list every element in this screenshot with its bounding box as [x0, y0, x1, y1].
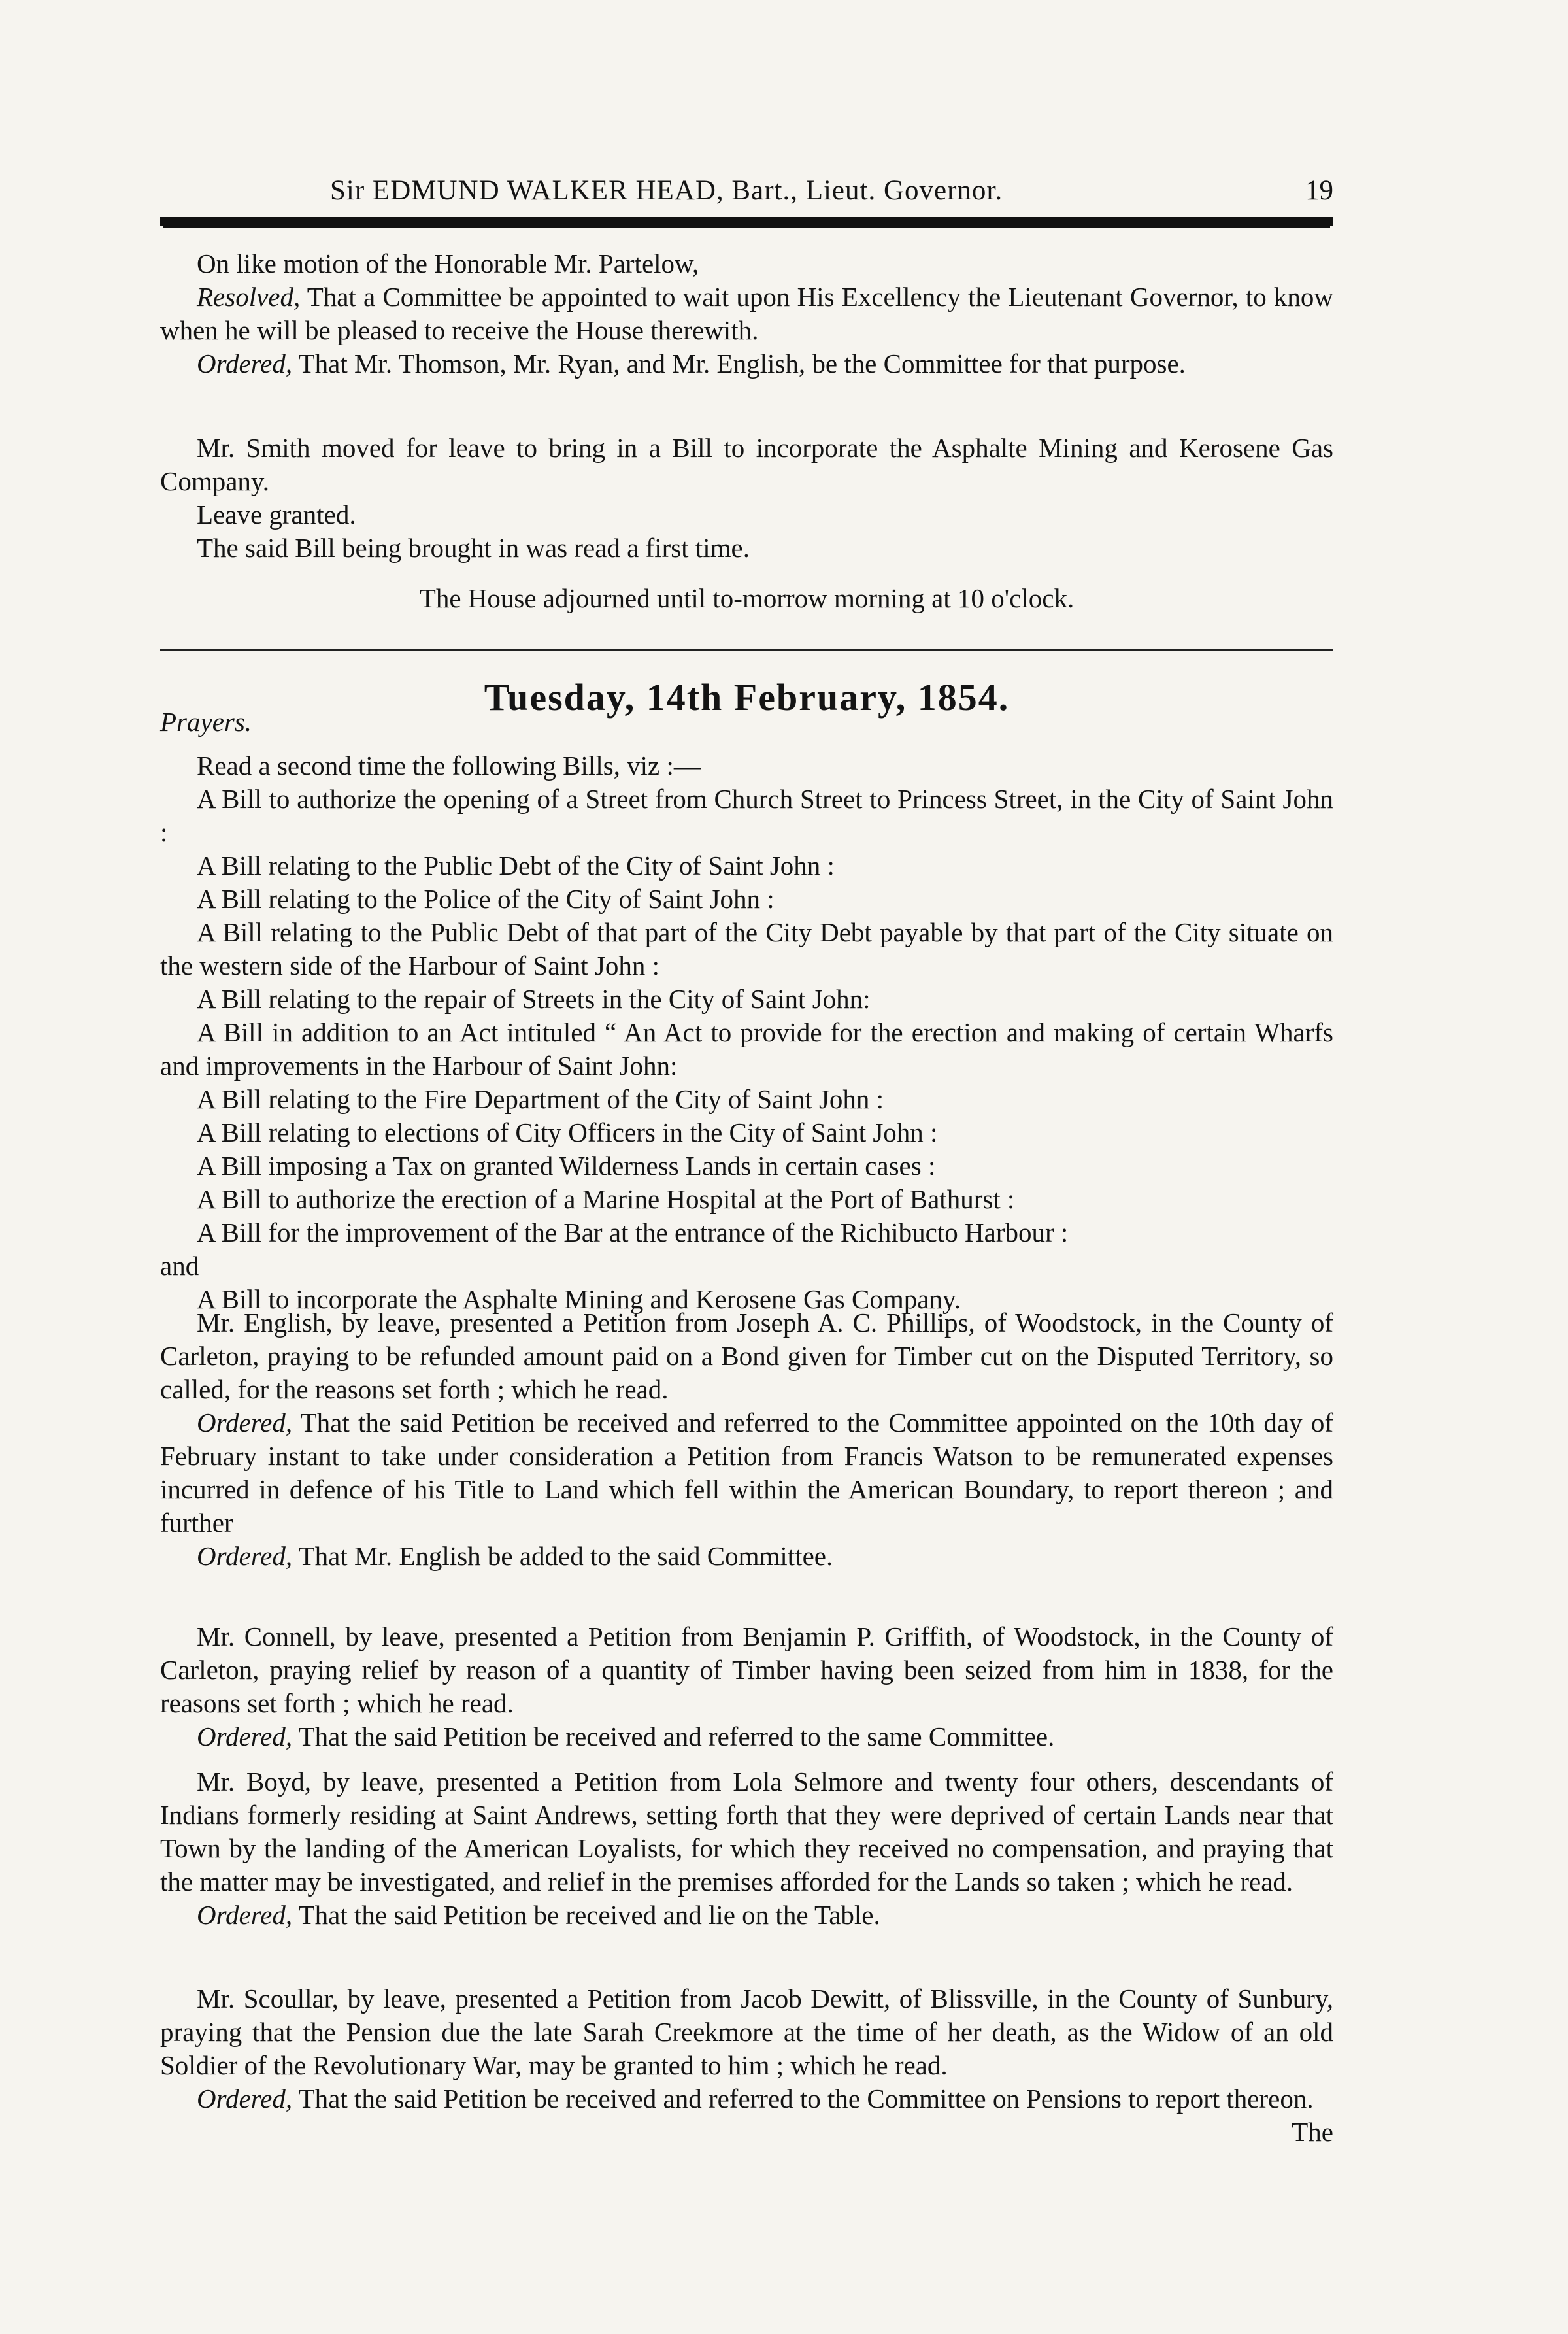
bill-item: A Bill for the improvement of the Bar at the entrance of the Richibucto Harbour : [197, 1217, 1069, 1247]
boyd-ordered [160, 1899, 1333, 1932]
scoullar-ordered [160, 2082, 1333, 2147]
resolved-text: That a Committee be appointed to wait upon His Excellency the Lieutenant Governor, to know when he will be pleased to receive the House therewith. [160, 282, 1333, 345]
second-reading-bills [160, 749, 1333, 1316]
ordered-text: That Mr. English be added to the said Committee. [292, 1541, 833, 1571]
leave-granted: Leave granted. [197, 499, 356, 530]
connell-ordered [160, 1720, 1333, 1753]
header-rule [160, 217, 1333, 226]
ordered-text: That the said Petition be received and referred to the Committee appointed on the 10th day of February instant to take under consideration a Petition from Francis Watson to be remunerated expenses incurred in defence of his Title to Land which fell within the American Boundary, to report thereon ; and further [160, 1408, 1333, 1538]
english-ordered-2 [160, 1540, 1333, 1573]
bill-item: A Bill relating to the Police of the City of Saint John : [197, 884, 775, 914]
resolved-paragraph [160, 280, 1333, 347]
asphalte-bill-section [160, 431, 1333, 565]
bill-item: A Bill relating to the repair of Streets in the City of Saint John: [197, 984, 871, 1014]
first-reading: The said Bill being brought in was read a first time. [197, 533, 750, 563]
ordered-lead: Ordered, [197, 2084, 293, 2114]
bills-and: and [160, 1251, 199, 1281]
adjournment-block [160, 582, 1333, 615]
section-divider [160, 649, 1333, 651]
ordered-lead: Ordered, [197, 1721, 293, 1751]
boyd-petition-text: Mr. Boyd, by leave, presented a Petition from Lola Selmore and twenty four others, descendants of Indians formerly residing at Saint Andrews, setting forth that they were deprived of certain Lands near that Town by the landing of the American Loyalists, for which they received no compensation, and praying that the matter may be investigated, and relief in the premises afforded for the Lands so taken ; which he read. [160, 1767, 1333, 1897]
bill-item: A Bill imposing a Tax on granted Wilderness Lands in certain cases : [197, 1151, 936, 1181]
catchword: The [1292, 2117, 1333, 2147]
bill-item: A Bill relating to the Fire Department of the City of Saint John : [197, 1084, 884, 1114]
scoullar-petition-text: Mr. Scoullar, by leave, presented a Petition from Jacob Dewitt, of Blissville, in the County of Sunbury, praying that the Pension due the late Sarah Creekmore at the time of her death, as the Widow of an old Soldier of the Revolutionary War, may be granted to him ; which he read. [160, 1984, 1333, 2080]
bill-item: A Bill to authorize the erection of a Marine Hospital at the Port of Bathurst : [197, 1184, 1015, 1214]
date-heading: Tuesday, 14th February, 1854. [484, 676, 1010, 719]
ordered-text: That the said Petition be received and referred to the same Committee. [292, 1721, 1055, 1751]
boyd-petition-section [160, 1765, 1333, 1932]
bill-item: A Bill relating to the Public Debt of that part of the City Debt payable by that part of the City situate on the western side of the Harbour of Saint John : [160, 917, 1333, 981]
prayers-label: Prayers. [160, 707, 252, 737]
adjournment-notice: The House adjourned until to-morrow morning at 10 o'clock. [419, 583, 1075, 613]
running-title: Sir EDMUND WALKER HEAD, Bart., Lieut. Governor. [330, 175, 1003, 206]
bill-item: A Bill relating to the Public Debt of the City of Saint John : [197, 851, 835, 881]
bills-intro: Read a second time the following Bills, viz :— [197, 751, 701, 781]
ordered-text: That the said Petition be received and referred to the Committee on Pensions to report thereon. [292, 2084, 1314, 2114]
ordered-text: That the said Petition be received and lie on the Table. [292, 1900, 880, 1930]
connell-petition-text: Mr. Connell, by leave, presented a Petition from Benjamin P. Griffith, of Woodstock, in the County of Carleton, praying relief by reason of a quantity of Timber having been seized from him in 1838, for the reasons set forth ; which he read. [160, 1621, 1333, 1718]
page-header [160, 171, 1333, 211]
ordered-paragraph [160, 347, 1333, 381]
bill-item-last: A Bill to incorporate the Asphalte Mining and Kerosene Gas Company. [197, 1284, 961, 1314]
resolved-lead: Resolved, [197, 282, 301, 312]
page-number: 19 [1305, 175, 1333, 206]
english-ordered-1 [160, 1406, 1333, 1540]
ordered-lead: Ordered, [197, 1541, 293, 1571]
connell-petition-section [160, 1620, 1333, 1753]
ordered-lead: Ordered, [197, 348, 293, 379]
ordered-text: That Mr. Thomson, Mr. Ryan, and Mr. English, be the Committee for that purpose. [292, 348, 1186, 379]
motion-intro: On like motion of the Honorable Mr. Partelow, [197, 248, 699, 279]
english-petition-text: Mr. English, by leave, presented a Petition from Joseph A. C. Phillips, of Woodstock, in the County of Carleton, praying to be refunded amount paid on a Bond given for Timber cut on the Disputed Territory, so called, for the reasons set forth ; which he read. [160, 1308, 1333, 1404]
ordered-lead: Ordered, [197, 1900, 293, 1930]
english-petition-section [160, 1306, 1333, 1573]
bill-item: A Bill relating to elections of City Officers in the City of Saint John : [197, 1117, 938, 1147]
ordered-lead: Ordered, [197, 1408, 293, 1438]
bill-item: A Bill to authorize the opening of a Street from Church Street to Princess Street, in the City of Saint John : [160, 784, 1333, 847]
smith-motion: Mr. Smith moved for leave to bring in a Bill to incorporate the Asphalte Mining and Kerosene Gas Company. [160, 433, 1333, 496]
bill-item: A Bill in addition to an Act intituled “ An Act to provide for the erection and making of certain Wharfs and improvements in the Harbour of Saint John: [160, 1017, 1333, 1081]
scoullar-petition-section [160, 1982, 1333, 2149]
committee-motion-section [160, 247, 1333, 381]
